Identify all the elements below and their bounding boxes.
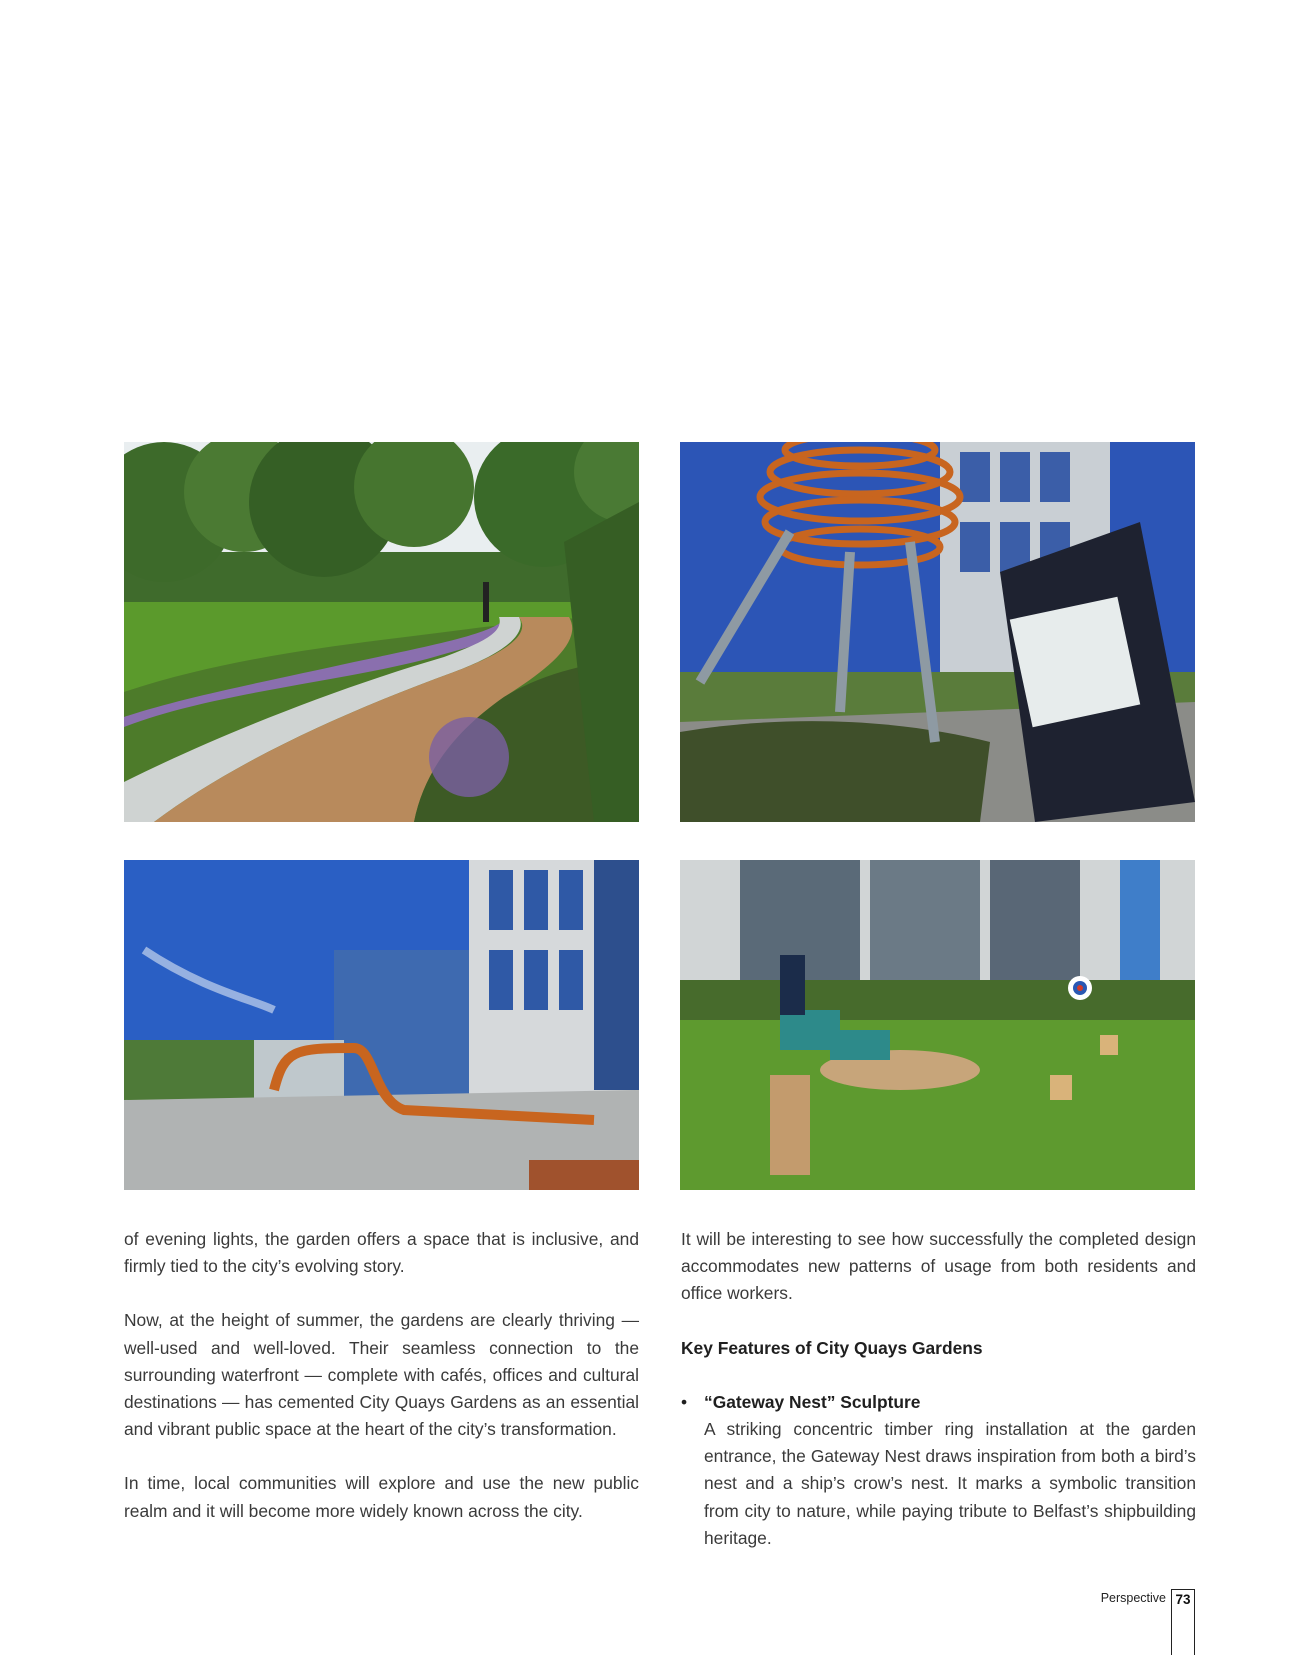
right-text-column: [681, 1226, 1196, 1552]
left-text-column: [124, 1226, 639, 1552]
page-number-box: [1171, 1589, 1195, 1655]
feature-description: A striking concentric timber ring installation at the garden entrance, the Gateway Nest draws inspiration from both a bird’s nest and a ship’s crow’s nest. It marks a symbolic transition from city to nature, while paying tribute to Belfast’s shipbuilding heritage.: [704, 1419, 1196, 1548]
photo-plaza: [124, 860, 639, 1190]
paragraph: It will be interesting to see how successfully the completed design accommodates new patterns of usage from both residents and office workers.: [681, 1229, 1196, 1304]
section-heading: Key Features of City Quays Gardens: [681, 1337, 983, 1358]
bullet-icon: •: [681, 1391, 688, 1412]
publication-name: Perspective: [1100, 1591, 1166, 1605]
paragraph: of evening lights, the garden offers a space that is inclusive, and firmly tied to the city’s evolving story.: [124, 1229, 639, 1277]
page-number: 73: [1175, 1592, 1191, 1607]
feature-title: “Gateway Nest” Sculpture: [704, 1391, 921, 1412]
feature-list-item: [681, 1389, 1196, 1552]
paragraph: Now, at the height of summer, the gardens are clearly thriving — well-used and well-loved. Their seamless connection to the surrounding waterfront — complete with cafés, offices and cultural destinations — has cemented City Quays Gardens as an essential and vibrant public space at the heart of the city’s transformation.: [124, 1310, 639, 1440]
photo-gateway-nest: [680, 442, 1195, 822]
paragraph: In time, local communities will explore and use the new public realm and it will become more widely known across the city.: [124, 1473, 639, 1521]
photo-garden-path: [124, 442, 639, 822]
photo-lawn-games: [680, 860, 1195, 1190]
